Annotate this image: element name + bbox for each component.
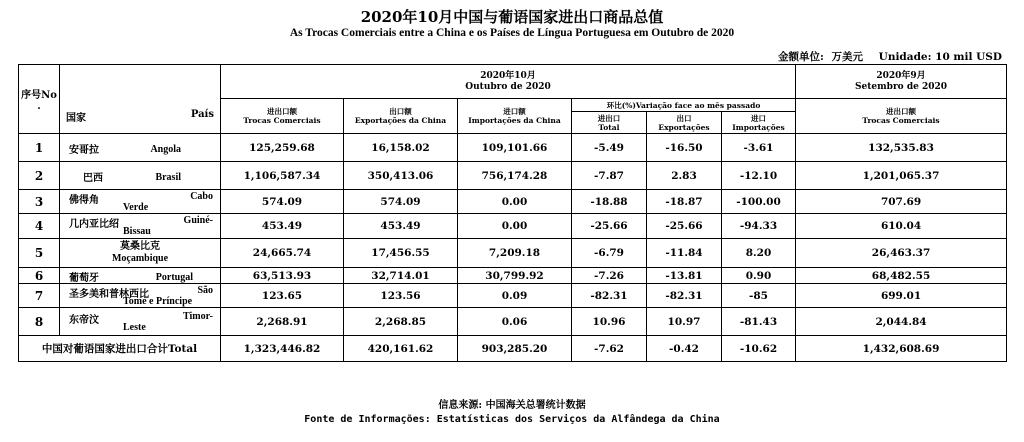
cell-change-total: -18.88 [572,190,647,214]
table-row [19,308,1007,336]
cell-prev-trade: 699.01 [796,284,1007,308]
cell-change-export: 2.83 [647,162,722,190]
cell-export: 574.09 [344,190,458,214]
country-cell [60,134,221,162]
row-index: 1 [19,134,60,162]
cell-prev-trade: 68,482.55 [796,268,1007,284]
country-zh: 莫桑比克 [120,241,160,252]
cell-change-export: -13.81 [647,268,722,284]
header-export [344,99,458,134]
cell-import: 0.06 [458,308,572,336]
cell-change-total: 10.96 [572,308,647,336]
country-cell [60,284,221,308]
cell-trade: 63,513.93 [221,268,344,284]
total-change-import: -10.62 [722,336,796,362]
table-row [19,190,1007,214]
table-row [19,284,1007,308]
cell-import: 0.09 [458,284,572,308]
cell-export: 123.56 [344,284,458,308]
country-zh: 圣多美和普林西比 [69,288,149,300]
cell-change-export: -25.66 [647,214,722,239]
cell-prev-trade: 610.04 [796,214,1007,239]
cell-export: 16,158.02 [344,134,458,162]
cell-change-total: -6.79 [572,239,647,268]
unit-label [774,49,1002,64]
cell-trade: 125,259.68 [221,134,344,162]
header-import [458,99,572,134]
header-index [19,65,60,134]
cell-change-total: -7.87 [572,162,647,190]
header-import-pt: Importações da China [468,116,561,125]
row-index: 4 [19,214,60,239]
cell-change-import: -100.00 [722,190,796,214]
cell-import: 7,209.18 [458,239,572,268]
row-index: 3 [19,190,60,214]
cell-change-import: 0.90 [722,268,796,284]
country-cell [60,190,221,214]
country-zh: 佛得角 [69,194,99,206]
total-prev: 1,432,608.69 [796,336,1007,362]
header-change-total-zh: 进出口 [597,113,621,123]
header-export-pt: Exportações da China [354,116,447,125]
country-cell [60,214,221,239]
header-country-pt: País [190,109,214,120]
header-country-zh: 国家 [66,113,86,124]
cell-change-export: -11.84 [647,239,722,268]
unit-zh-value: 万美元 [831,51,863,63]
table-row [19,268,1007,284]
unit-zh: 金额单位: [777,51,824,63]
cell-change-export: -18.87 [647,190,722,214]
cell-prev-trade: 707.69 [796,190,1007,214]
country-pt: Timor- [183,310,213,322]
country-pt: Portugal [155,271,193,283]
header-index-dot: . [37,101,41,112]
header-prev-trade-zh: 进出口额 [886,107,917,116]
total-trade: 1,323,446.82 [221,336,344,362]
header-change-import-pt: Importações [732,122,785,132]
header-prev-trade-pt: Trocas Comerciais [862,116,940,125]
row-index: 5 [19,239,60,268]
cell-trade: 574.09 [221,190,344,214]
header-trade [221,99,344,134]
cell-change-total: -82.31 [572,284,647,308]
cell-export: 17,456.55 [344,239,458,268]
cell-change-total: -7.26 [572,268,647,284]
country-pt-line2: Verde [123,201,149,213]
header-period-zh: 2020年10月 [480,70,536,81]
total-change-export: -0.42 [647,336,722,362]
total-change-total: -7.62 [572,336,647,362]
country-cell [60,162,221,190]
cell-trade: 453.49 [221,214,344,239]
cell-change-export: -82.31 [647,284,722,308]
table-row [19,134,1007,162]
table-row [19,239,1007,268]
country-pt-line2: Tomé e Príncipe [123,295,193,307]
header-period [221,65,796,99]
country-pt: Guiné- [183,215,213,226]
header-change-total [572,112,647,134]
country-zh: 葡萄牙 [69,272,99,284]
trade-table [18,64,1007,362]
cell-change-total: -25.66 [572,214,647,239]
cell-import: 0.00 [458,190,572,214]
header-index-label: 序号No [21,90,57,101]
total-row [19,336,1007,362]
header-change-import [722,112,796,134]
country-pt-line2: Bissau [123,226,151,237]
table-row [19,214,1007,239]
cell-change-total: -5.49 [572,134,647,162]
header-change-import-zh: 进口 [751,113,767,123]
cell-change-import: -12.10 [722,162,796,190]
cell-export: 350,413.06 [344,162,458,190]
header-prev-period [796,65,1007,99]
header-prev-pt: Setembro de 2020 [855,81,948,92]
cell-change-import: -81.43 [722,308,796,336]
cell-change-export: 10.97 [647,308,722,336]
header-period-pt: Outubro de 2020 [465,81,551,92]
cell-trade: 123.65 [221,284,344,308]
country-pt-line2: Leste [123,321,146,333]
cell-change-import: -3.61 [722,134,796,162]
header-change-export-pt: Exportações [658,122,710,132]
cell-change-import: -94.33 [722,214,796,239]
cell-export: 2,268.85 [344,308,458,336]
source-zh: 信息来源: 中国海关总署统计数据 [438,400,586,411]
header-prev-trade [796,99,1007,134]
source-pt: Fonte de Informações: Estatísticas dos Serviços da Alfândega da China [304,414,720,425]
cell-change-import: 8.20 [722,239,796,268]
country-cell [60,239,221,268]
cell-trade: 2,268.91 [221,308,344,336]
total-import: 903,285.20 [458,336,572,362]
header-country [60,65,221,134]
header-prev-zh: 2020年9月 [876,70,926,81]
cell-prev-trade: 1,201,065.37 [796,162,1007,190]
cell-export: 32,714.01 [344,268,458,284]
unit-pt: Unidade: 10 mil USD [878,51,1002,63]
row-index: 8 [19,308,60,336]
cell-prev-trade: 2,044.84 [796,308,1007,336]
header-change-total-pt: Total [598,122,620,132]
table-row [19,162,1007,190]
country-cell [60,268,221,284]
country-zh: 安哥拉 [69,144,99,156]
cell-import: 0.00 [458,214,572,239]
cell-export: 453.49 [344,214,458,239]
total-export: 420,161.62 [344,336,458,362]
cell-change-export: -16.50 [647,134,722,162]
total-label: 中国对葡语国家进出口合计Total [19,336,221,362]
country-zh: 巴西 [83,172,103,184]
header-import-zh: 进口额 [503,107,526,116]
header-trade-pt: Trocas Comerciais [243,116,321,125]
header-change-export-zh: 出口 [676,113,692,123]
country-zh: 几内亚比绍 [69,219,119,230]
header-trade-zh: 进出口额 [267,107,297,116]
country-pt: Brasil [155,171,181,183]
cell-trade: 1,106,587.34 [221,162,344,190]
title-chinese: 2020年10月中国与葡语国家进出口商品总值 [360,8,664,26]
cell-import: 30,799.92 [458,268,572,284]
country-zh: 东帝汶 [69,314,99,326]
cell-trade: 24,665.74 [221,239,344,268]
cell-import: 756,174.28 [458,162,572,190]
row-index: 7 [19,284,60,308]
country-pt: São [197,284,213,296]
header-change: 环比(%)Variação face ao mês passado [572,99,796,112]
country-cell [60,308,221,336]
cell-prev-trade: 132,535.83 [796,134,1007,162]
row-index: 2 [19,162,60,190]
cell-prev-trade: 26,463.37 [796,239,1007,268]
country-pt: Angola [150,143,181,155]
country-pt: Moçambique [111,253,169,264]
country-pt: Cabo [190,190,213,202]
header-change-export [647,112,722,134]
cell-import: 109,101.66 [458,134,572,162]
row-index: 6 [19,268,60,284]
cell-change-import: -85 [722,284,796,308]
header-export-zh: 出口额 [389,107,412,116]
title-portuguese: As Trocas Comerciais entre a China e os Países de Língua Portuguesa em Outubro de 2020 [289,27,735,39]
